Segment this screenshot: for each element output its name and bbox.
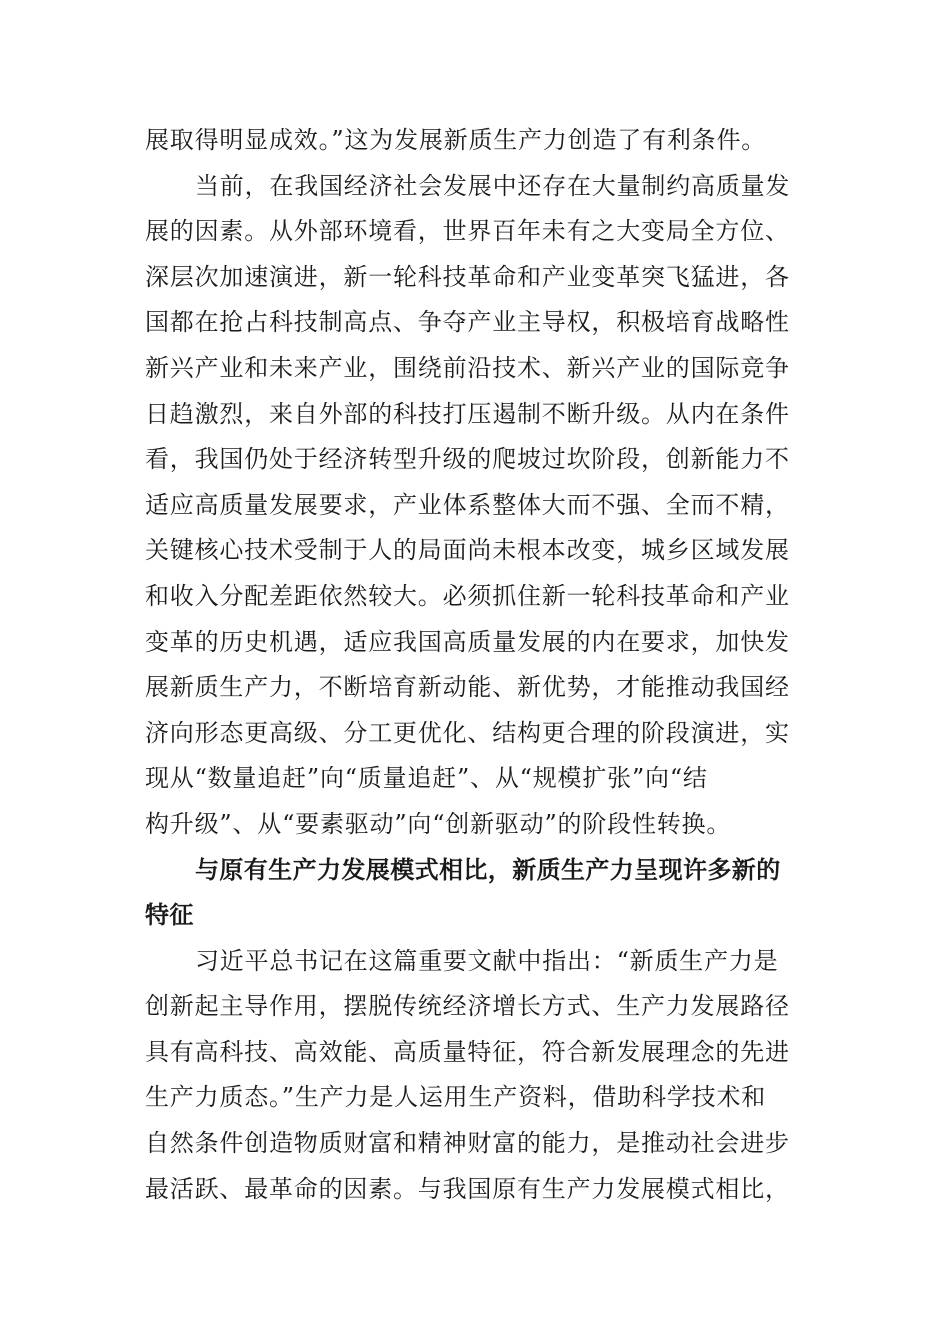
text-line: 构升级”、从“要素驱动”向“创新驱动”的阶段性转换。 <box>145 809 732 838</box>
text-line: 创新起主导作用，摆脱传统经济增长方式、生产力发展路径 <box>145 992 790 1021</box>
text-line: 变革的历史机遇，适应我国高质量发展的内在要求，加快发 <box>145 627 790 656</box>
text-line: 看，我国仍处于经济转型升级的爬坡过坎阶段，创新能力不 <box>145 445 790 474</box>
paragraph-new-productivity <box>145 939 810 1213</box>
text-line: 关键核心技术受制于人的局面尚未根本改变，城乡区域发展 <box>145 536 790 565</box>
section-heading <box>145 848 810 939</box>
text-line: 日趋激烈，来自外部的科技打压遏制不断升级。从内在条件 <box>145 399 790 428</box>
text-line: 现从“数量追赶”向“质量追赶”、从“规模扩张”向“结 <box>145 764 708 793</box>
text-line: 具有高科技、高效能、高质量特征，符合新发展理念的先进 <box>145 1037 790 1066</box>
text-line: 适应高质量发展要求，产业体系整体大而不强、全而不精， <box>145 490 790 519</box>
text-line: 深层次加速演进，新一轮科技革命和产业变革突飞猛进，各 <box>145 262 790 291</box>
text-line: 自然条件创造物质财富和精神财富的能力，是推动社会进步 <box>145 1129 790 1158</box>
heading-line: 特征 <box>145 901 194 930</box>
heading-line: 与原有生产力发展模式相比，新质生产力呈现许多新的 <box>195 855 781 884</box>
paragraph-current-situation <box>145 164 810 848</box>
text-line: 展新质生产力，不断培育新动能、新优势，才能推动我国经 <box>145 673 790 702</box>
text-line: 展取得明显成效。”这为发展新质生产力创造了有利条件。 <box>145 126 767 154</box>
paragraph-continuation <box>145 118 810 164</box>
document-body <box>145 118 810 1212</box>
text-line: 当前，在我国经济社会发展中还存在大量制约高质量发 <box>195 171 791 200</box>
text-line: 新兴产业和未来产业，围绕前沿技术、新兴产业的国际竞争 <box>145 353 790 382</box>
text-line: 国都在抢占科技制高点、争夺产业主导权，积极培育战略性 <box>145 308 790 337</box>
text-line: 最活跃、最革命的因素。与我国原有生产力发展模式相比， <box>145 1174 790 1203</box>
text-line: 济向形态更高级、分工更优化、结构更合理的阶段演进，实 <box>145 718 790 747</box>
text-line: 习近平总书记在这篇重要文献中指出：“新质生产力是 <box>195 946 779 975</box>
text-line: 展的因素。从外部环境看，世界百年未有之大变局全方位、 <box>145 217 790 246</box>
text-line: 和收入分配差距依然较大。必须抓住新一轮科技革命和产业 <box>145 581 790 610</box>
text-line: 生产力质态。”生产力是人运用生产资料，借助科学技术和 <box>145 1083 767 1112</box>
